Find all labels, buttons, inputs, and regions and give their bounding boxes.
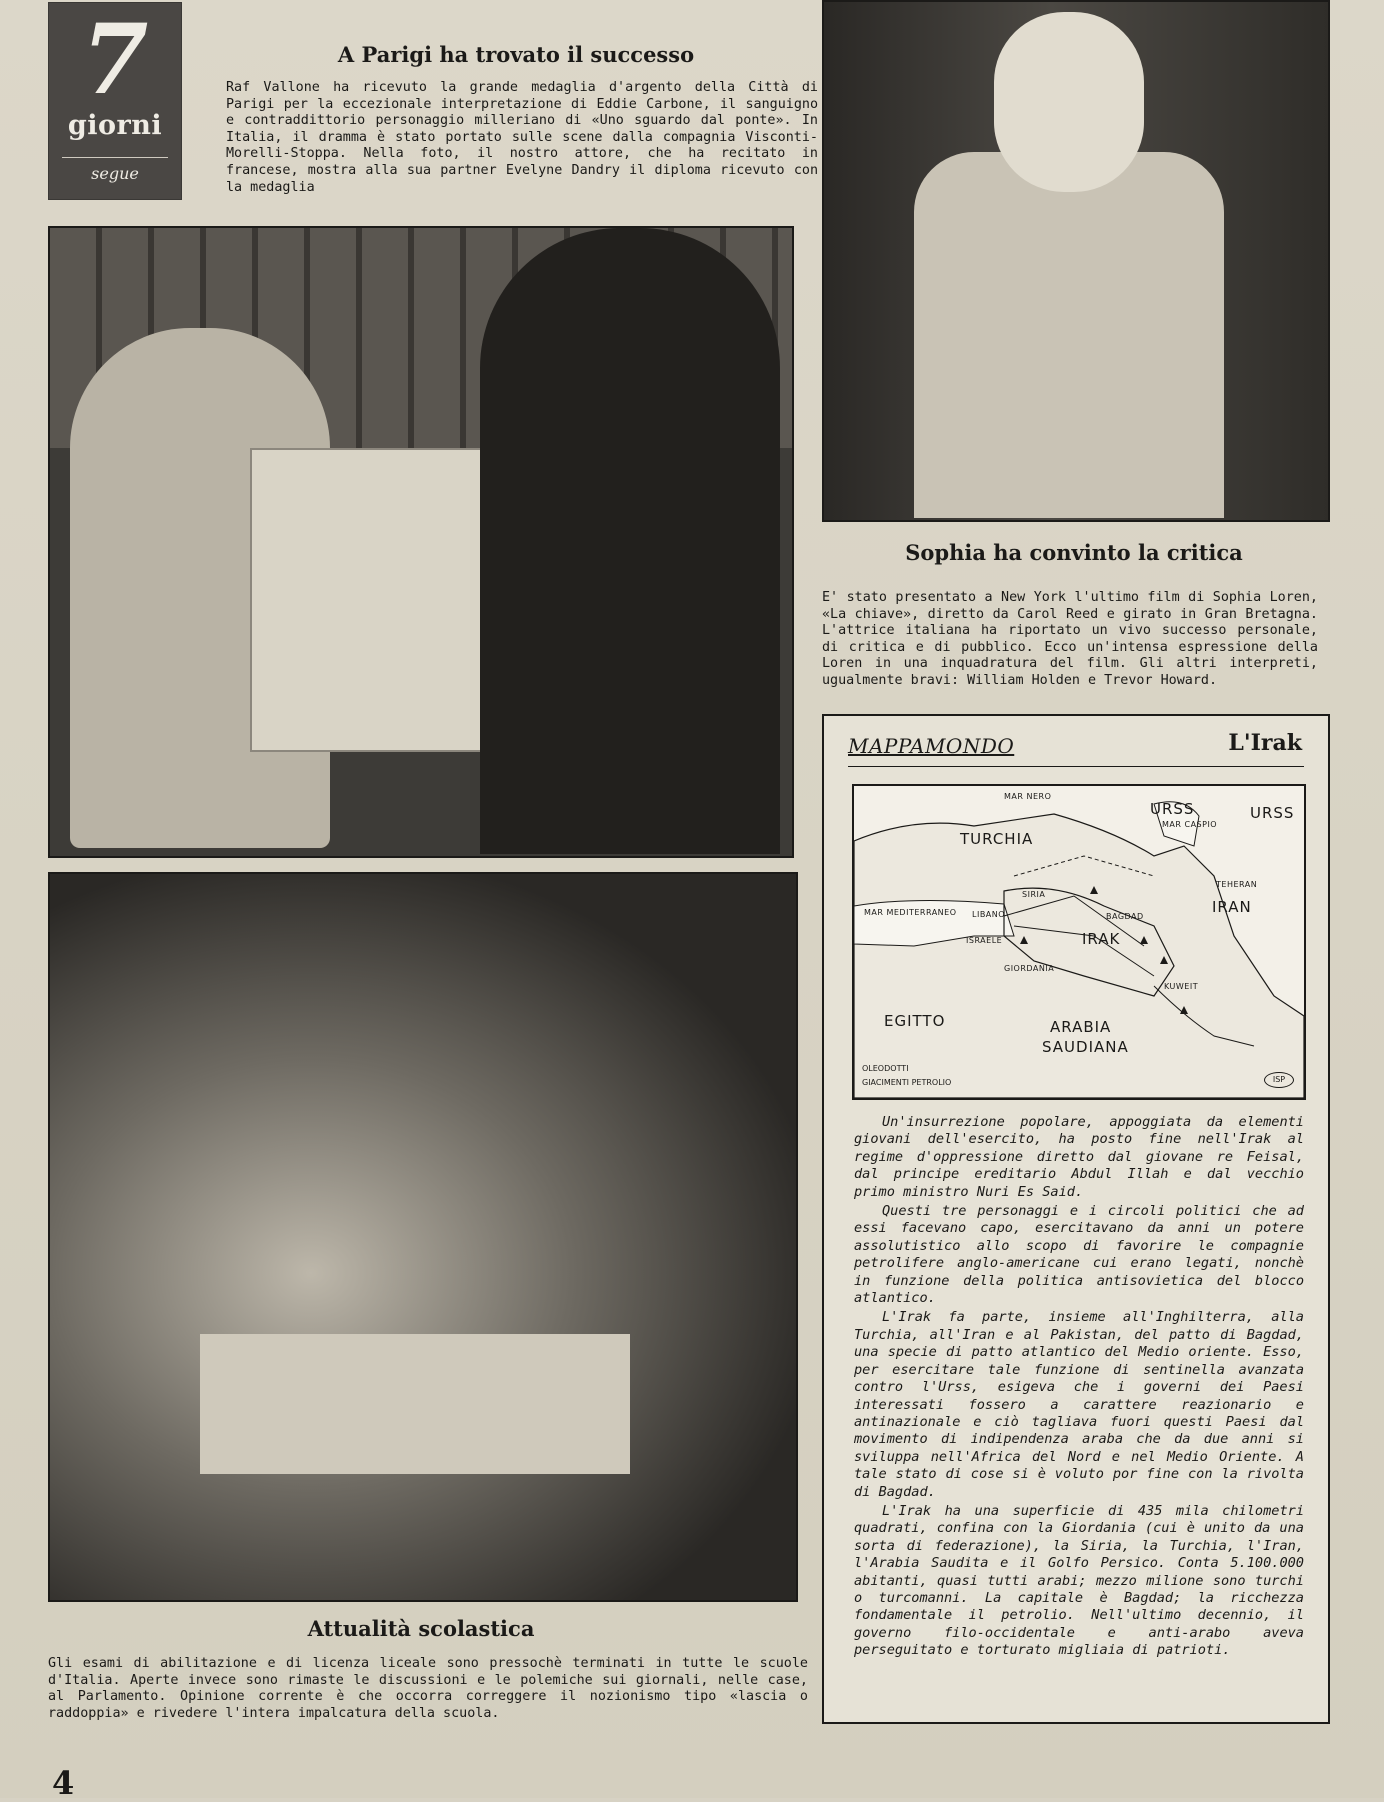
map-stamp: ISP xyxy=(1264,1072,1294,1088)
map-label-israele: ISRAELE xyxy=(966,936,1003,945)
mappamondo-rule xyxy=(848,766,1304,767)
map-label-egitto: EGITTO xyxy=(884,1012,946,1030)
map-label-saudiana: SAUDIANA xyxy=(1042,1038,1129,1056)
iraq-map xyxy=(852,784,1306,1100)
sophia-headline: Sophia ha convinto la critica xyxy=(905,540,1243,565)
map-legend-oleodotti: OLEODOTTI xyxy=(862,1064,909,1073)
map-label-bagdad: BAGDAD xyxy=(1106,912,1144,921)
map-legend xyxy=(862,1062,951,1090)
map-label-mar-nero: MAR NERO xyxy=(1004,792,1052,801)
logo-divider xyxy=(62,157,168,158)
map-label-kuweit: KUWEIT xyxy=(1164,982,1199,991)
map-label-giordania: GIORDANIA xyxy=(1004,964,1055,973)
mappamondo-paragraph: Un'insurrezione popolare, appoggiata da elementi giovani dell'esercito, ha posto fine nell'Irak al regime d'oppressione diretto dal giovane re Feisal, dal principe ereditario Abdul Illah e dal vecchio primo ministro Nuri Es Said. xyxy=(854,1114,1304,1200)
mappamondo-text xyxy=(854,1114,1304,1662)
mappamondo-paragraph: L'Irak ha una superficie di 435 mila chilometri quadrati, confina con la Giordania (cui è unito da una sorta di federazione), la Siria, la Turchia, l'Iran, l'Arabia Saudita e il Golfo Persico. Conta 5.100.000 abitanti, quasi tutti arabi; mezzo milione sono turchi o turcomanni. La capitale è Bagdad; la ricchezza fondamentale il petrolio. Nell'ultimo decennio, il governo filo-occidentale e anti-arabo aveva perseguitato e torturato migliaia di patrioti. xyxy=(854,1502,1304,1659)
map-label-urss-1: URSS xyxy=(1150,800,1195,818)
map-label-siria: SIRIA xyxy=(1022,890,1046,899)
section-logo xyxy=(48,2,182,200)
photo-vallone-dandry xyxy=(48,226,794,858)
map-legend-giacimenti: GIACIMENTI PETROLIO xyxy=(862,1078,952,1087)
logo-segue: segue xyxy=(91,164,139,183)
mappamondo-paragraph: Questi tre personaggi e i circoli politici che ad essi facevano capo, esercitavano da anni un potere assolutistico allo scopo di favorire le compagnie petrolifere anglo-americane cui erano legati, nonchè in funzione della politica antisovietica del blocco atlantico. xyxy=(854,1203,1304,1307)
page-number: 4 xyxy=(52,1764,75,1802)
map-label-mar-mediterraneo: MAR MEDITERRANEO xyxy=(864,908,957,917)
school-body: Gli esami di abilitazione e di licenza liceale sono pressochè terminati in tutte le scuole d'Italia. Aperte invece sono rimaste le discussioni e le polemiche sui giornali, nelle case, al Parlamento. Opinione corrente è che occorra correggere il nozionismo tipo «lascia o raddoppia» e rivedere l'intera impalcatura della scuola. xyxy=(48,1656,808,1721)
logo-word: giorni xyxy=(67,110,163,141)
map-label-turchia: TURCHIA xyxy=(960,830,1034,848)
photo-sophia-loren xyxy=(822,0,1330,522)
headscarf xyxy=(994,12,1144,192)
school-headline: Attualità scolastica xyxy=(307,1616,535,1641)
mappamondo-paragraph: L'Irak fa parte, insieme all'Inghilterra, alla Turchia, all'Iran e al Pakistan, del patto di Bagdad, una specie di patto atlantico del Medio oriente. Esso, per esercitare tale funzione di sentinella avanzata contro l'Urss, esigeva che i governi dei Paesi interessati fossero a carattere reazionario e antinazionale e ciò tagliava fuori questi Paesi dal movimento di indipendenza araba che da due anni si sviluppa nell'Africa del Nord e nel Medio Oriente. A tale stato di cose si è voluto por fine con la rivolta di Bagdad. xyxy=(854,1309,1304,1500)
mappamondo-title: L'Irak xyxy=(1228,730,1302,756)
paris-body: Raf Vallone ha ricevuto la grande medaglia d'argento della Città di Parigi per la eccezionale interpretazione di Eddie Carbone, il sanguigno e contraddittorio personaggio milleriano di «Uno sguardo dal ponte». In Italia, il dramma è stato portato sulle scene dalla compagnia Visconti-Morelli-Stoppa. Nella foto, il nostro attore, che ha recitato in francese, mostra alla sua partner Evelyne Dandry il diploma ricevuto con la medaglia xyxy=(226,80,818,195)
mappamondo-kicker: MAPPAMONDO xyxy=(848,734,1015,758)
map-label-mar-caspio: MAR CASPIO xyxy=(1162,820,1218,829)
map-label-irak: IRAK xyxy=(1082,930,1121,948)
sophia-body: E' stato presentato a New York l'ultimo film di Sophia Loren, «La chiave», diretto da Carol Reed e girato in Gran Bretagna. L'attrice italiana ha riportato un vivo successo personale, di critica e di pubblico. Ecco un'intensa espressione della Loren in una inquadratura del film. Gli altri interpreti, ugualmente bravi: William Holden e Trevor Howard. xyxy=(822,590,1318,688)
trench-coat xyxy=(914,152,1224,518)
paris-headline: A Parigi ha trovato il successo xyxy=(337,42,695,67)
school-scene-shading xyxy=(50,874,796,1600)
books-stack xyxy=(200,1334,630,1474)
logo-number: 7 xyxy=(81,3,149,116)
mappamondo-box xyxy=(822,714,1330,1724)
map-label-libano: LIBANO xyxy=(972,910,1006,919)
map-label-urss-2: URSS xyxy=(1250,804,1295,822)
man-figure xyxy=(480,228,780,854)
map-label-arabia: ARABIA xyxy=(1050,1018,1112,1036)
photo-school-scene xyxy=(48,872,798,1602)
map-label-iran: IRAN xyxy=(1212,898,1252,916)
map-label-teheran: TEHERAN xyxy=(1216,880,1258,889)
